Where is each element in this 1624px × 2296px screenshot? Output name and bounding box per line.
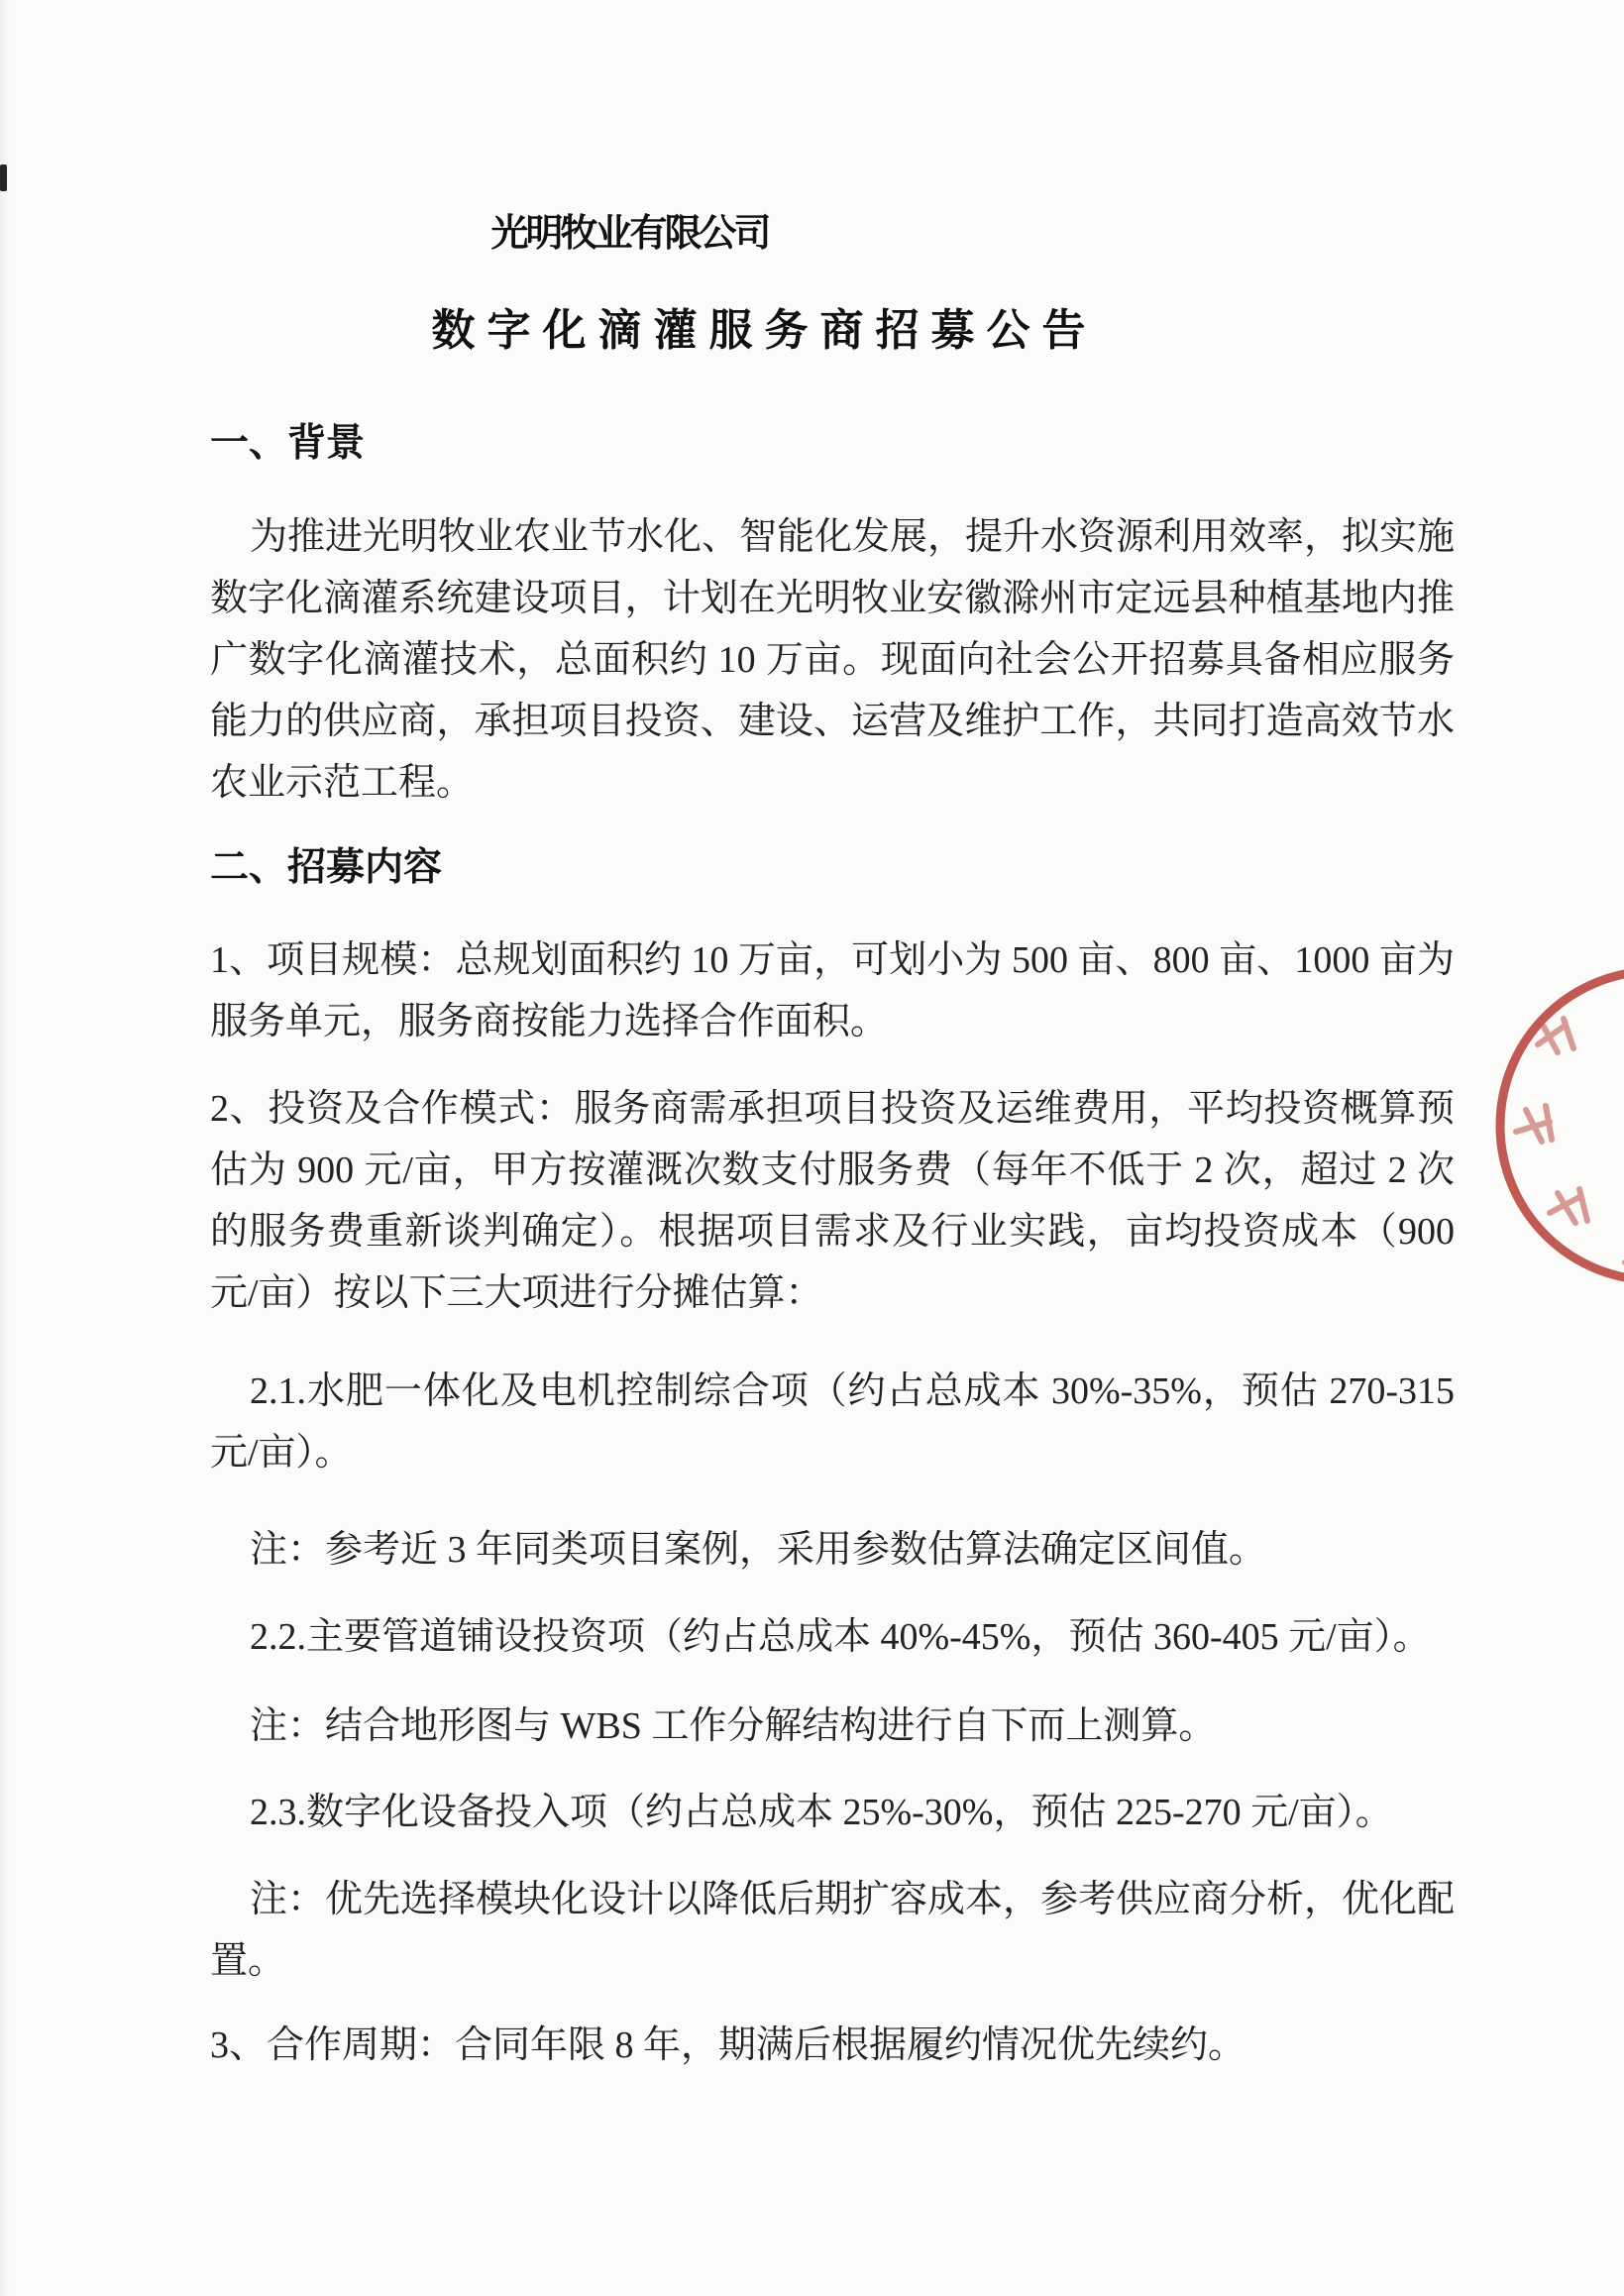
subitem-2-1-fertigation-motor-control: 2.1.水肥一体化及电机控制综合项（约占总成本 30%-35%，预估 270-315 元/亩）。 xyxy=(210,1370,1455,1474)
section-heading-background: 一、背景 xyxy=(210,422,366,465)
section-heading-recruitment-content: 二、招募内容 xyxy=(210,846,443,889)
item-cooperation-period: 3、合作周期：合同年限 8 年，期满后根据履约情况优先续约。 xyxy=(210,2024,1246,2066)
item-project-scale: 1、项目规模：总规划面积约 10 万亩，可划小为 500 亩、800 亩、1000 亩为服务单元，服务商按能力选择合作面积。 xyxy=(210,939,1455,1042)
note-2-1-parameter-estimation: 注：参考近 3 年同类项目案例，采用参数估算法确定区间值。 xyxy=(250,1529,1267,1571)
document-title-company: 光明牧业有限公司 xyxy=(490,213,769,255)
seal-circle-icon xyxy=(1486,957,1624,1294)
subitem-2-2-main-pipeline: 2.2.主要管道铺设投资项（约占总成本 40%-45%，预估 360-405 元/亩）。 xyxy=(250,1616,1431,1658)
scan-edge-artifact xyxy=(0,164,7,191)
subitem-2-3-digital-equipment: 2.3.数字化设备投入项（约占总成本 25%-30%，预估 225-270 元/亩）。 xyxy=(250,1792,1393,1833)
item-investment-cooperation-mode: 2、投资及合作模式：服务商需承担项目投资及运维费用，平均投资概算预估为 900 元/亩，甲方按灌溉次数支付服务费（每年不低于 2 次，超过 2 次的服务费重新谈判确定）。根据项目需求及行业实践，亩均投资成本（900 元/亩）按以下三大项进行分摊估算： xyxy=(210,1088,1455,1314)
background-paragraph: 为推进光明牧业农业节水化、智能化发展，提升水资源利用效率，拟实施数字化滴灌系统建设项目，计划在光明牧业安徽滁州市定远县种植基地内推广数字化滴灌技术，总面积约 10 万亩。现面向社会公开招募具备相应服务能力的供应商，承担项目投资、建设、运营及维护工作，共同打造高效节水农业示范工程。 xyxy=(210,516,1456,804)
note-2-3-modular-design: 注：优先选择模块化设计以降低后期扩容成本，参考供应商分析，优化配置。 xyxy=(210,1879,1456,1982)
document-title-announcement: 数字化滴灌服务商招募公告 xyxy=(431,306,1098,355)
note-2-2-wbs-bottom-up: 注：结合地形图与 WBS 工作分解结构进行自下而上测算。 xyxy=(250,1705,1217,1747)
company-seal-stamp xyxy=(1486,957,1624,1294)
